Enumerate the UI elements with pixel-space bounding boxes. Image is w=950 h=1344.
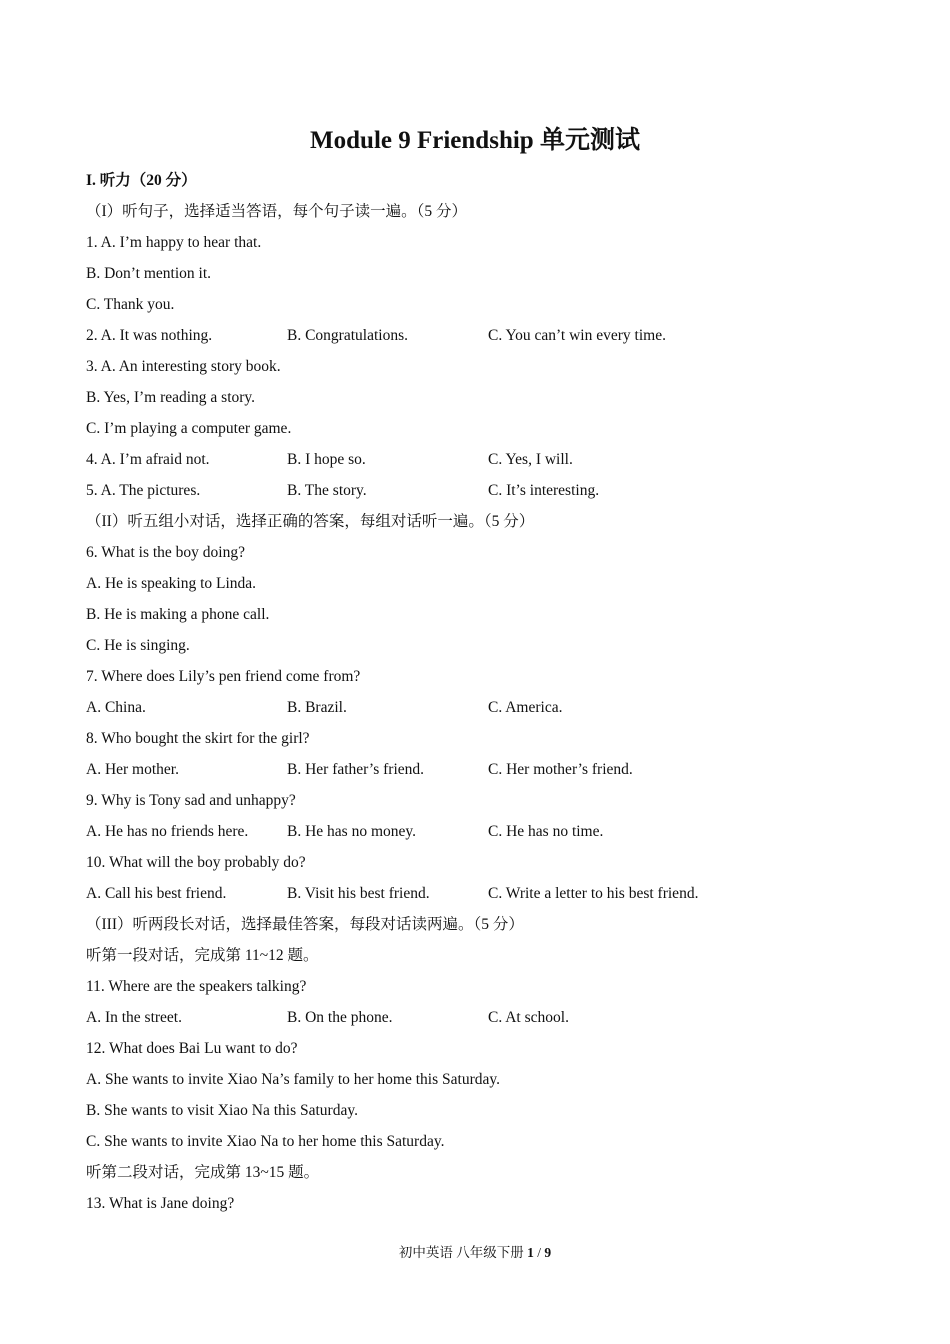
text-line: [86, 785, 886, 816]
answer-option: A. China.: [86, 699, 146, 716]
line-text: 8. Who bought the skirt for the girl?: [86, 730, 310, 747]
line-text: C. Thank you.: [86, 296, 175, 313]
line-text: （III）听两段长对话，选择最佳答案，每段对话读两遍。（5 分）: [86, 916, 524, 933]
line-text: 1. A. I’m happy to hear that.: [86, 234, 262, 251]
line-text: 听第二段对话，完成第 13~15 题。: [86, 1164, 320, 1181]
answer-option: B. On the phone.: [287, 1009, 393, 1026]
text-line: [86, 1157, 886, 1188]
answer-option: A. Call his best friend.: [86, 885, 227, 902]
line-text: 6. What is the boy doing?: [86, 544, 245, 561]
answer-option: C. Write a letter to his best friend.: [488, 885, 699, 902]
text-line: [86, 630, 886, 661]
page-title: Module 9 Friendship 单元测试: [310, 127, 640, 154]
text-line: [86, 227, 886, 258]
line-text: B. Yes, I’m reading a story.: [86, 389, 256, 406]
text-line: [86, 971, 886, 1002]
text-line: [86, 444, 886, 475]
answer-option: A. In the street.: [86, 1009, 182, 1026]
answer-option: B. The story.: [287, 482, 367, 499]
text-line: [86, 506, 886, 537]
line-text: C. He is singing.: [86, 637, 190, 654]
answer-option: C. Her mother’s friend.: [488, 761, 633, 778]
text-line: [86, 320, 886, 351]
answer-option: C. At school.: [488, 1009, 569, 1026]
answer-option: B. I hope so.: [287, 451, 366, 468]
text-line: [86, 413, 886, 444]
answer-option: B. Visit his best friend.: [287, 885, 430, 902]
answer-option: B. Her father’s friend.: [287, 761, 425, 778]
answer-option: 5. A. The pictures.: [86, 482, 201, 499]
text-line: [86, 1064, 886, 1095]
answer-option: C. America.: [488, 699, 563, 716]
text-line: [86, 1033, 886, 1064]
line-text: A. He is speaking to Linda.: [86, 575, 257, 592]
answer-option: A. He has no friends here.: [86, 823, 249, 840]
answer-option: A. Her mother.: [86, 761, 179, 778]
text-line: [86, 537, 886, 568]
page-footer: [0, 1241, 950, 1265]
line-text: （I）听句子，选择适当答语，每个句子读一遍。（5 分）: [86, 203, 468, 220]
text-line: [86, 847, 886, 878]
line-text: 11. Where are the speakers talking?: [86, 978, 307, 995]
section-heading: [86, 165, 886, 196]
answer-option: B. He has no money.: [287, 823, 417, 840]
footer-page-total: 9: [544, 1245, 552, 1260]
line-text: I. 听力（20 分）: [86, 172, 197, 189]
answer-option: C. He has no time.: [488, 823, 604, 840]
answer-option: B. Congratulations.: [287, 327, 408, 344]
text-line: [86, 351, 886, 382]
line-text: 9. Why is Tony sad and unhappy?: [86, 792, 296, 809]
line-text: 7. Where does Lily’s pen friend come from?: [86, 668, 361, 685]
line-text: 12. What does Bai Lu want to do?: [86, 1040, 298, 1057]
line-text: B. He is making a phone call.: [86, 606, 270, 623]
text-line: [86, 940, 886, 971]
line-text: 13. What is Jane doing?: [86, 1195, 235, 1212]
answer-option: 4. A. I’m afraid not.: [86, 451, 210, 468]
footer-text: 初中英语 八年级下册: [398, 1245, 524, 1260]
text-line: [86, 1188, 886, 1219]
text-line: [86, 599, 886, 630]
line-text: B. She wants to visit Xiao Na this Saturday.: [86, 1102, 358, 1119]
line-text: （II）听五组小对话，选择正确的答案，每组对话听一遍。（5 分）: [86, 513, 535, 530]
text-line: [86, 816, 886, 847]
text-line: [86, 723, 886, 754]
footer-separator: /: [537, 1245, 541, 1260]
text-line: [86, 568, 886, 599]
text-line: [86, 382, 886, 413]
line-text: B. Don’t mention it.: [86, 265, 212, 282]
answer-option: B. Brazil.: [287, 699, 347, 716]
text-line: [86, 196, 886, 227]
line-text: 听第一段对话，完成第 11~12 题。: [86, 947, 319, 964]
answer-option: C. Yes, I will.: [488, 451, 573, 468]
line-text: C. I’m playing a computer game.: [86, 420, 292, 437]
text-line: [86, 692, 886, 723]
text-line: [86, 661, 886, 692]
text-line: [86, 289, 886, 320]
answer-option: 2. A. It was nothing.: [86, 327, 213, 344]
text-line: [86, 878, 886, 909]
text-line: [86, 475, 886, 506]
text-line: [86, 1095, 886, 1126]
text-line: [86, 909, 886, 940]
line-text: A. She wants to invite Xiao Na’s family to her home this Saturday.: [86, 1071, 500, 1088]
text-line: [86, 754, 886, 785]
text-line: [86, 1002, 886, 1033]
text-line: [86, 258, 886, 289]
footer-page-current: 1: [527, 1245, 534, 1260]
line-text: 10. What will the boy probably do?: [86, 854, 306, 871]
text-line: [86, 1126, 886, 1157]
answer-option: C. It’s interesting.: [488, 482, 600, 499]
answer-option: C. You can’t win every time.: [488, 327, 666, 344]
line-text: 3. A. An interesting story book.: [86, 358, 281, 375]
line-text: C. She wants to invite Xiao Na to her home this Saturday.: [86, 1133, 445, 1150]
